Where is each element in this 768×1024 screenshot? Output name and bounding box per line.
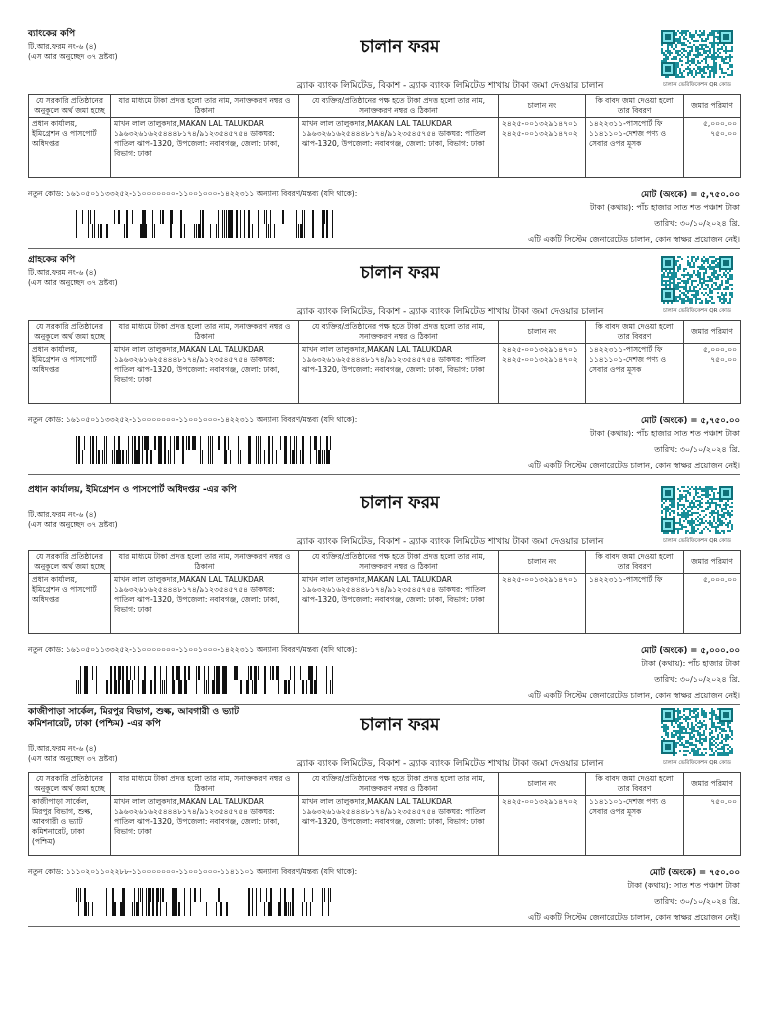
table-row — [29, 574, 741, 634]
header-amount: জমার পরিমাণ — [684, 551, 741, 574]
copy-divider — [28, 926, 740, 927]
header-depositor: যার মাধ্যমে টাকা প্রদত্ত হলো তার নাম, সনাক্তকরণ নম্বর ও ঠিকানা — [111, 551, 299, 574]
challan-title: চালান ফরম — [360, 263, 440, 283]
copy-label: ব্যাংকের কপি — [28, 29, 76, 39]
form-number: টি.আর.ফরম নং-৬ (৪) — [28, 42, 97, 51]
copy-divider — [28, 248, 740, 249]
amount-cell: ৫,০০০.০০ ৭৫০.০০ — [684, 344, 741, 404]
header-amount: জমার পরিমাণ — [684, 321, 741, 344]
amount-cell: ৫,০০০.০০ — [684, 574, 741, 634]
copy-divider — [28, 704, 740, 705]
institution-cell: কাজীপাড়া সার্কেল, মিরপুর বিভাগ, শুল্ক, আবগারী ও ভ্যাট কমিশনারেট, ঢাকা (পশ্চিম) — [29, 796, 111, 856]
purpose-cell: ১৪২২৩১১-পাসপোর্ট ফি ১১৪১১০১-দেশজ পণ্য ও সেবার ওপর মূসক — [586, 344, 684, 404]
challan-no-cell: ২৪২৫-০০১৩২৯১৪৭০২ — [499, 796, 586, 856]
amount-in-words: টাকা (কথায়): পাঁচ হাজার সাত শত পঞ্চাশ টাকা — [589, 203, 740, 212]
copy-divider — [28, 474, 740, 475]
qr-caption: চালান ভেরিফিকেশন QR কোড — [663, 760, 731, 766]
bank-subtitle: ব্র্যাক ব্যাংক লিমিটেড, বিকাশ - ব্র্যাক ব্যাংক লিমিটেড শাখায় টাকা জমা দেওয়ার চালান — [296, 537, 604, 547]
system-note: এটি একটি সিস্টেম জেনারেটেড চালান, কোন স্বাক্ষর প্রয়োজন নেই। — [528, 235, 740, 244]
total-amount: মোট (অংকে) = ৫,০০০.০০ — [640, 646, 740, 656]
header-challan-no: চালান নং — [499, 321, 586, 344]
rule-reference: (এস আর অনুচ্ছেদ ৩৭ দ্রষ্টব্য) — [28, 754, 118, 763]
economic-code-line: নতুন কোড: ১৬১০৫০১১৩৩২৫২-১১০০০০০০০-১১০০১০০০-১৪২২৩১১ অন্যান্য বিবরণ/মন্তব্য (যদি থাকে): — [28, 645, 358, 654]
copy-label: প্রধান কার্যালয়, ইমিগ্রেশন ও পাসপোর্ট অধিদপ্তর -এর কপি — [28, 485, 237, 495]
payer-cell: মাখন লাল তালুকদার,MAKAN LAL TALUKDAR ১৯৬৩২৬১৬২৫৪৪৪৮১৭৪/৯১২৩৫৪৫৭৫৪ ডাকঘর: পাতিল ঝাপ-1320, উপজেলা: নবাবগঞ্জ, জেলা: ঢাকা, বিভাগ: ঢাকা — [299, 344, 499, 404]
challan-date: তারিখ: ৩০/১০/২০২৪ খ্রি. — [654, 445, 740, 454]
header-payer: যে ব্যক্তির/প্রতিষ্ঠানের পক্ষ হতে টাকা প্রদত্ত হলো তার নাম, সনাক্তকরণ নম্বর ও ঠিকানা — [299, 551, 499, 574]
challan-date: তারিখ: ৩০/১০/২০২৪ খ্রি. — [654, 897, 740, 906]
amount-in-words: টাকা (কথায়): পাঁচ হাজার টাকা — [641, 659, 740, 668]
qr-caption: চালান ভেরিফিকেশন QR কোড — [663, 538, 731, 544]
form-number: টি.আর.ফরম নং-৬ (৪) — [28, 744, 97, 753]
economic-code-line: নতুন কোড: ১৬১০৫০১১৩৩২৫২-১১০০০০০০০-১১০০১০০০-১৪২২৩১১ অন্যান্য বিবরণ/মন্তব্য (যদি থাকে): — [28, 415, 358, 424]
header-depositor: যার মাধ্যমে টাকা প্রদত্ত হলো তার নাম, সনাক্তকরণ নম্বর ও ঠিকানা — [111, 95, 299, 118]
header-amount: জমার পরিমাণ — [684, 95, 741, 118]
total-amount: মোট (অংকে) = ৫,৭৫০.০০ — [640, 190, 740, 200]
challan-title: চালান ফরম — [360, 715, 440, 735]
challan-table — [28, 320, 741, 404]
table-header-row — [29, 321, 741, 344]
amount-cell: ৫,০০০.০০ ৭৫০.০০ — [684, 118, 741, 178]
form-number: টি.আর.ফরম নং-৬ (৪) — [28, 268, 97, 277]
amount-in-words: টাকা (কথায়): সাত শত পঞ্চাশ টাকা — [627, 881, 740, 890]
payer-cell: মাখন লাল তালুকদার,MAKAN LAL TALUKDAR ১৯৬৩২৬১৬২৫৪৪৪৮১৭৪/৯১২৩৫৪৫৭৫৪ ডাকঘর: পাতিল ঝাপ-1320, উপজেলা: নবাবগঞ্জ, জেলা: ঢাকা, বিভাগ: ঢাকা — [299, 118, 499, 178]
purpose-cell: ১৪২২৩১১-পাসপোর্ট ফি — [586, 574, 684, 634]
purpose-cell: ১১৪১১০১-দেশজ পণ্য ও সেবার ওপর মূসক — [586, 796, 684, 856]
challan-date: তারিখ: ৩০/১০/২০২৪ খ্রি. — [654, 675, 740, 684]
header-depositor: যার মাধ্যমে টাকা প্রদত্ত হলো তার নাম, সনাক্তকরণ নম্বর ও ঠিকানা — [111, 773, 299, 796]
rule-reference: (এস আর অনুচ্ছেদ ৩৭ দ্রষ্টব্য) — [28, 52, 118, 61]
header-institution: যে সরকারি প্রতিষ্ঠানের অনুকূলে অর্থ জমা হচ্ছে — [29, 551, 111, 574]
bank-subtitle: ব্র্যাক ব্যাংক লিমিটেড, বিকাশ - ব্র্যাক ব্যাংক লিমিটেড শাখায় টাকা জমা দেওয়ার চালান — [296, 759, 604, 769]
bank-subtitle: ব্র্যাক ব্যাংক লিমিটেড, বিকাশ - ব্র্যাক ব্যাংক লিমিটেড শাখায় টাকা জমা দেওয়ার চালান — [296, 81, 604, 91]
qr-code-icon — [658, 484, 736, 536]
header-purpose: কি বাবদ জমা দেওয়া হলো তার বিবরণ — [586, 551, 684, 574]
depositor-cell: মাখন লাল তালুকদার,MAKAN LAL TALUKDAR ১৯৬৩২৬১৬২৫৪৪৪৮১৭৪/৯১২৩৫৪৫৭৫৪ ডাকঘর: পাতিল ঝাপ-1320, উপজেলা: নবাবগঞ্জ, জেলা: ঢাকা, বিভাগ: ঢাকা — [111, 574, 299, 634]
table-header-row — [29, 551, 741, 574]
system-note: এটি একটি সিস্টেম জেনারেটেড চালান, কোন স্বাক্ষর প্রয়োজন নেই। — [528, 461, 740, 470]
payer-cell: মাখন লাল তালুকদার,MAKAN LAL TALUKDAR ১৯৬৩২৬১৬২৫৪৪৪৮১৭৪/৯১২৩৫৪৫৭৫৪ ডাকঘর: পাতিল ঝাপ-1320, উপজেলা: নবাবগঞ্জ, জেলা: ঢাকা, বিভাগ: ঢাকা — [299, 574, 499, 634]
amount-in-words: টাকা (কথায়): পাঁচ হাজার সাত শত পঞ্চাশ টাকা — [589, 429, 740, 438]
table-row — [29, 344, 741, 404]
depositor-cell: মাখন লাল তালুকদার,MAKAN LAL TALUKDAR ১৯৬৩২৬১৬২৫৪৪৪৮১৭৪/৯১২৩৫৪৫৭৫৪ ডাকঘর: পাতিল ঝাপ-1320, উপজেলা: নবাবগঞ্জ, জেলা: ঢাকা, বিভাগ: ঢাকা — [111, 344, 299, 404]
challan-table — [28, 94, 741, 178]
rule-reference: (এস আর অনুচ্ছেদ ৩৭ দ্রষ্টব্য) — [28, 278, 118, 287]
economic-code-line: নতুন কোড: ১১১০২০১১০২২৮৮-১১০০০০০০০-১১০০১০০০-১১৪১১০১ অন্যান্য বিবরণ/মন্তব্য (যদি থাকে): — [28, 867, 358, 876]
challan-no-cell: ২৪২৫-০০১৩২৯১৪৭০১ — [499, 574, 586, 634]
barcode-icon — [76, 666, 334, 694]
qr-code-icon — [658, 706, 736, 758]
qr-code-icon — [658, 28, 736, 80]
institution-cell: প্রধান কার্যালয়, ইমিগ্রেশন ও পাসপোর্ট অধিদপ্তর — [29, 344, 111, 404]
challan-table — [28, 772, 741, 856]
table-header-row — [29, 95, 741, 118]
copy-label: কাজীপাড়া সার্কেল, মিরপুর বিভাগ, শুল্ক, আবগারী ও ভ্যাট কমিশনারেট, ঢাকা (পশ্চিম) -এর কপি — [28, 707, 240, 729]
challan-table — [28, 550, 741, 634]
barcode-icon — [76, 888, 334, 916]
rule-reference: (এস আর অনুচ্ছেদ ৩৭ দ্রষ্টব্য) — [28, 520, 118, 529]
form-number: টি.আর.ফরম নং-৬ (৪) — [28, 510, 97, 519]
barcode-icon — [76, 436, 334, 464]
header-amount: জমার পরিমাণ — [684, 773, 741, 796]
header-purpose: কি বাবদ জমা দেওয়া হলো তার বিবরণ — [586, 95, 684, 118]
total-amount: মোট (অংকে) = ৫,৭৫০.০০ — [640, 416, 740, 426]
challan-title: চালান ফরম — [360, 37, 440, 57]
header-challan-no: চালান নং — [499, 773, 586, 796]
depositor-cell: মাখন লাল তালুকদার,MAKAN LAL TALUKDAR ১৯৬৩২৬১৬২৫৪৪৪৮১৭৪/৯১২৩৫৪৫৭৫৪ ডাকঘর: পাতিল ঝাপ-1320, উপজেলা: নবাবগঞ্জ, জেলা: ঢাকা, বিভাগ: ঢাকা — [111, 118, 299, 178]
header-depositor: যার মাধ্যমে টাকা প্রদত্ত হলো তার নাম, সনাক্তকরণ নম্বর ও ঠিকানা — [111, 321, 299, 344]
header-institution: যে সরকারি প্রতিষ্ঠানের অনুকূলে অর্থ জমা হচ্ছে — [29, 95, 111, 118]
institution-cell: প্রধান কার্যালয়, ইমিগ্রেশন ও পাসপোর্ট অধিদপ্তর — [29, 574, 111, 634]
qr-code-icon — [658, 254, 736, 306]
purpose-cell: ১৪২২৩১১-পাসপোর্ট ফি ১১৪১১০১-দেশজ পণ্য ও সেবার ওপর মূসক — [586, 118, 684, 178]
challan-no-cell: ২৪২৫-০০১৩২৯১৪৭০১ ২৪২৫-০০১৩২৯১৪৭০২ — [499, 118, 586, 178]
economic-code-line: নতুন কোড: ১৬১০৫০১১৩৩২৫২-১১০০০০০০০-১১০০১০০০-১৪২২৩১১ অন্যান্য বিবরণ/মন্তব্য (যদি থাকে): — [28, 189, 358, 198]
header-payer: যে ব্যক্তির/প্রতিষ্ঠানের পক্ষ হতে টাকা প্রদত্ত হলো তার নাম, সনাক্তকরণ নম্বর ও ঠিকানা — [299, 95, 499, 118]
qr-caption: চালান ভেরিফিকেশন QR কোড — [663, 82, 731, 88]
challan-title: চালান ফরম — [360, 493, 440, 513]
header-payer: যে ব্যক্তির/প্রতিষ্ঠানের পক্ষ হতে টাকা প্রদত্ত হলো তার নাম, সনাক্তকরণ নম্বর ও ঠিকানা — [299, 321, 499, 344]
header-purpose: কি বাবদ জমা দেওয়া হলো তার বিবরণ — [586, 773, 684, 796]
system-note: এটি একটি সিস্টেম জেনারেটেড চালান, কোন স্বাক্ষর প্রয়োজন নেই। — [528, 913, 740, 922]
table-header-row — [29, 773, 741, 796]
challan-no-cell: ২৪২৫-০০১৩২৯১৪৭০১ ২৪২৫-০০১৩২৯১৪৭০২ — [499, 344, 586, 404]
header-challan-no: চালান নং — [499, 95, 586, 118]
barcode-icon — [76, 210, 334, 238]
copy-label: গ্রাহকের কপি — [28, 255, 76, 265]
header-payer: যে ব্যক্তির/প্রতিষ্ঠানের পক্ষ হতে টাকা প্রদত্ত হলো তার নাম, সনাক্তকরণ নম্বর ও ঠিকানা — [299, 773, 499, 796]
header-institution: যে সরকারি প্রতিষ্ঠানের অনুকূলে অর্থ জমা হচ্ছে — [29, 773, 111, 796]
total-amount: মোট (অংকে) = ৭৫০.০০ — [649, 868, 740, 878]
system-note: এটি একটি সিস্টেম জেনারেটেড চালান, কোন স্বাক্ষর প্রয়োজন নেই। — [528, 691, 740, 700]
challan-date: তারিখ: ৩০/১০/২০২৪ খ্রি. — [654, 219, 740, 228]
header-institution: যে সরকারি প্রতিষ্ঠানের অনুকূলে অর্থ জমা হচ্ছে — [29, 321, 111, 344]
payer-cell: মাখন লাল তালুকদার,MAKAN LAL TALUKDAR ১৯৬৩২৬১৬২৫৪৪৪৮১৭৪/৯১২৩৫৪৫৭৫৪ ডাকঘর: পাতিল ঝাপ-1320, উপজেলা: নবাবগঞ্জ, জেলা: ঢাকা, বিভাগ: ঢাকা — [299, 796, 499, 856]
header-purpose: কি বাবদ জমা দেওয়া হলো তার বিবরণ — [586, 321, 684, 344]
amount-cell: ৭৫০.০০ — [684, 796, 741, 856]
header-challan-no: চালান নং — [499, 551, 586, 574]
bank-subtitle: ব্র্যাক ব্যাংক লিমিটেড, বিকাশ - ব্র্যাক ব্যাংক লিমিটেড শাখায় টাকা জমা দেওয়ার চালান — [296, 307, 604, 317]
depositor-cell: মাখন লাল তালুকদার,MAKAN LAL TALUKDAR ১৯৬৩২৬১৬২৫৪৪৪৮১৭৪/৯১২৩৫৪৫৭৫৪ ডাকঘর: পাতিল ঝাপ-1320, উপজেলা: নবাবগঞ্জ, জেলা: ঢাকা, বিভাগ: ঢাকা — [111, 796, 299, 856]
qr-caption: চালান ভেরিফিকেশন QR কোড — [663, 308, 731, 314]
table-row — [29, 118, 741, 178]
institution-cell: প্রধান কার্যালয়, ইমিগ্রেশন ও পাসপোর্ট অধিদপ্তর — [29, 118, 111, 178]
table-row — [29, 796, 741, 856]
